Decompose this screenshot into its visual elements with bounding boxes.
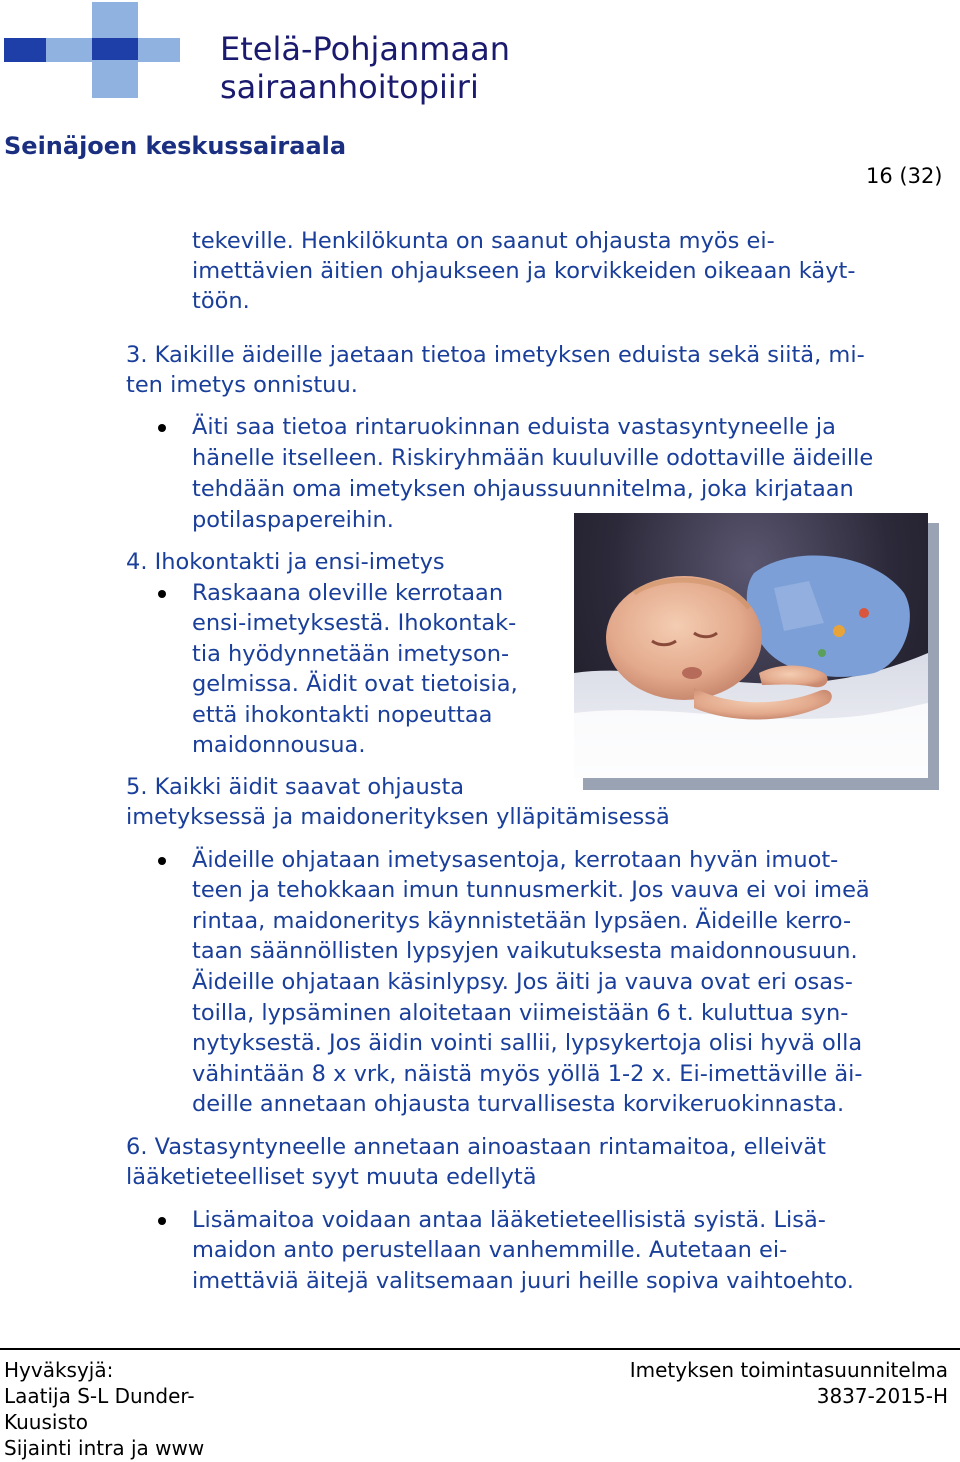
logo-square — [92, 60, 138, 98]
section-4-bullet-line: gelmissa. Äidit ovat tietoisia, — [192, 671, 518, 697]
section-3-bullet-line: hänelle itselleen. Riskiryhmään kuuluville odottaville äideille — [192, 445, 874, 471]
section-5-bullet-line: deille annetaan ohjausta turvallisesta korvikeruokinnasta. — [192, 1091, 845, 1117]
section-6-heading: 6. Vastasyntyneelle annetaan ainoastaan rintamaitoa, elleivät — [126, 1134, 826, 1160]
section-3-heading: ten imetys onnistuu. — [126, 372, 358, 398]
hospital-name: Seinäjoen keskussairaala — [4, 132, 347, 160]
section-5-heading: imetyksessä ja maidonerityksen ylläpitämisessä — [126, 804, 670, 830]
organization-name-line1: Etelä-Pohjanmaan — [220, 30, 510, 68]
section-5-bullet-line: taan säännöllisten lypsyjen vaikutuksesta maidonnousuun. — [192, 938, 858, 964]
section-4-bullet-line: ensi-imetyksestä. Ihokontak- — [192, 610, 517, 636]
section-4-bullet-line: Raskaana oleville kerrotaan — [192, 580, 504, 606]
section-6-bullet-line: Lisämaitoa voidaan antaa lääketieteellisistä syistä. Lisä- — [192, 1207, 826, 1233]
section-4-heading: 4. Ihokontakti ja ensi-imetys — [126, 549, 445, 575]
logo-square — [46, 38, 92, 62]
bullet-icon — [158, 590, 166, 598]
section-3-bullet-line: Äiti saa tietoa rintaruokinnan eduista vastasyntyneelle ja — [192, 414, 836, 440]
section-5-bullet-line: vähintään 8 x vrk, näistä myös yöllä 1-2 x. Ei-imettäville äi- — [192, 1061, 863, 1087]
section-5-bullet-line: toilla, lypsäminen aloitetaan viimeistään 6 t. kuluttua syn- — [192, 1000, 849, 1026]
footer-divider — [0, 1348, 960, 1350]
intro-line: imettävien äitien ohjaukseen ja korvikkeiden oikeaan käyt- — [192, 258, 856, 284]
section-6-heading: lääketieteelliset syyt muuta edellytä — [126, 1164, 537, 1190]
section-4-bullet-line: tia hyödynnetään imetyson- — [192, 641, 510, 667]
footer-author: Kuusisto — [4, 1410, 88, 1434]
bullet-icon — [158, 1217, 166, 1225]
section-3-bullet-line: potilaspapereihin. — [192, 507, 394, 533]
section-4-bullet-line: maidonnousua. — [192, 732, 366, 758]
footer-approved-label: Hyväksyjä: — [4, 1358, 114, 1382]
sleeping-baby-photo — [574, 513, 928, 778]
section-5-bullet-line: Äideille ohjataan imetysasentoja, kerrotaan hyvän imuot- — [192, 847, 839, 873]
footer-document-title: Imetyksen toimintasuunnitelma — [629, 1358, 948, 1382]
footer-document-code: 3837-2015-H — [816, 1384, 948, 1408]
section-3-bullet-line: tehdään oma imetyksen ohjaussuunnitelma, joka kirjataan — [192, 476, 854, 502]
section-5-heading: 5. Kaikki äidit saavat ohjausta — [126, 774, 465, 800]
logo-square — [138, 38, 180, 62]
section-5-bullet-line: teen ja tehokkaan imun tunnusmerkit. Jos vauva ei voi imeä — [192, 877, 870, 903]
footer-location: Sijainti intra ja www — [4, 1436, 205, 1460]
page-number: 16 (32) — [866, 164, 943, 188]
baby-illustration — [574, 513, 928, 778]
section-5-bullet-line: nytyksestä. Jos äidin vointi sallii, lypsykertoja olisi hyvä olla — [192, 1030, 863, 1056]
logo-square — [4, 38, 50, 62]
bullet-icon — [158, 857, 166, 865]
bullet-icon — [158, 424, 166, 432]
section-5-bullet-line: rintaa, maidoneritys käynnistetään lypsäen. Äideille kerro- — [192, 908, 852, 934]
section-6-bullet-line: maidon anto perustellaan vanhemmille. Autetaan ei- — [192, 1237, 788, 1263]
logo-square — [92, 38, 138, 62]
intro-line: tekeville. Henkilökunta on saanut ohjausta myös ei- — [192, 228, 775, 254]
footer-author: Laatija S-L Dunder- — [4, 1384, 195, 1408]
intro-line: töön. — [192, 288, 250, 314]
section-4-bullet-line: että ihokontakti nopeuttaa — [192, 702, 493, 728]
section-3-heading: 3. Kaikille äideille jaetaan tietoa imetyksen eduista sekä siitä, mi- — [126, 342, 865, 368]
section-6-bullet-line: imettäviä äitejä valitsemaan juuri heille sopiva vaihtoehto. — [192, 1268, 854, 1294]
section-5-bullet-line: Äideille ohjataan käsinlypsy. Jos äiti ja vauva ovat eri osas- — [192, 969, 853, 995]
organization-name-line2: sairaanhoitopiiri — [220, 68, 479, 106]
